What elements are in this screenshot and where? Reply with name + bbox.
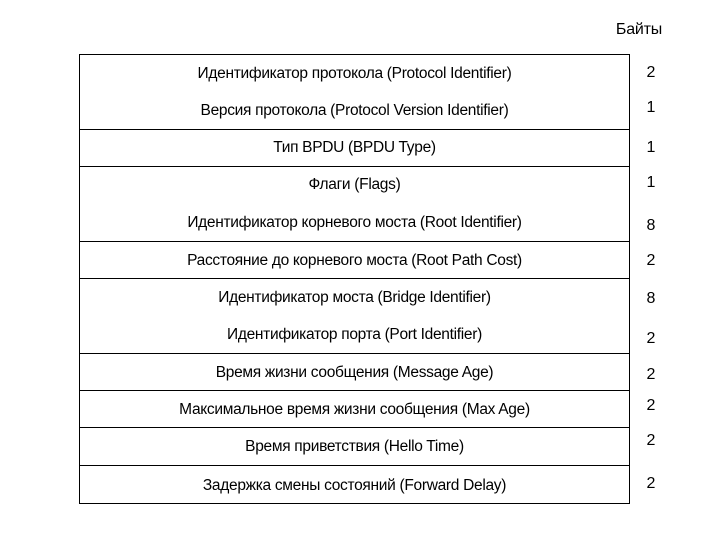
bytes-message-age: 2 (646, 366, 656, 383)
field-message-age: Время жизни сообщения (Message Age) (215, 364, 494, 381)
field-protocol-version: Версия протокола (Protocol Version Identifier) (200, 102, 509, 119)
row-divider (80, 278, 629, 279)
bytes-bridge-identifier: 8 (646, 290, 656, 307)
bpdu-frame-table (79, 54, 630, 504)
bytes-bpdu-type: 1 (646, 139, 656, 156)
bytes-flags: 1 (646, 174, 656, 191)
field-flags: Флаги (Flags) (308, 176, 401, 193)
bytes-forward-delay: 2 (646, 475, 656, 492)
field-root-path-cost: Расстояние до корневого моста (Root Path Cost) (187, 252, 522, 269)
field-hello-time: Время приветствия (Hello Time) (245, 438, 464, 455)
field-forward-delay: Задержка смены состояний (Forward Delay) (202, 477, 507, 494)
row-divider (80, 390, 629, 391)
row-divider (80, 427, 629, 428)
field-bridge-identifier: Идентификатор моста (Bridge Identifier) (218, 289, 491, 306)
bytes-root-identifier: 8 (646, 217, 656, 234)
row-divider (80, 465, 629, 466)
bytes-root-path-cost: 2 (646, 252, 656, 269)
row-divider (80, 166, 629, 167)
bytes-port-identifier: 2 (646, 330, 656, 347)
bytes-hello-time: 2 (646, 432, 656, 449)
bytes-column-header: Байты (615, 21, 663, 38)
field-port-identifier: Идентификатор порта (Port Identifier) (227, 326, 482, 343)
row-divider (80, 129, 629, 130)
field-protocol-identifier: Идентификатор протокола (Protocol Identifier) (197, 65, 512, 82)
row-divider (80, 241, 629, 242)
bytes-protocol-identifier: 2 (646, 64, 656, 81)
bytes-max-age: 2 (646, 397, 656, 414)
row-divider (80, 353, 629, 354)
field-root-identifier: Идентификатор корневого моста (Root Identifier) (187, 214, 522, 231)
bytes-protocol-version: 1 (646, 99, 656, 116)
field-bpdu-type: Тип BPDU (BPDU Type) (273, 139, 436, 156)
field-max-age: Максимальное время жизни сообщения (Max Age) (179, 401, 530, 418)
